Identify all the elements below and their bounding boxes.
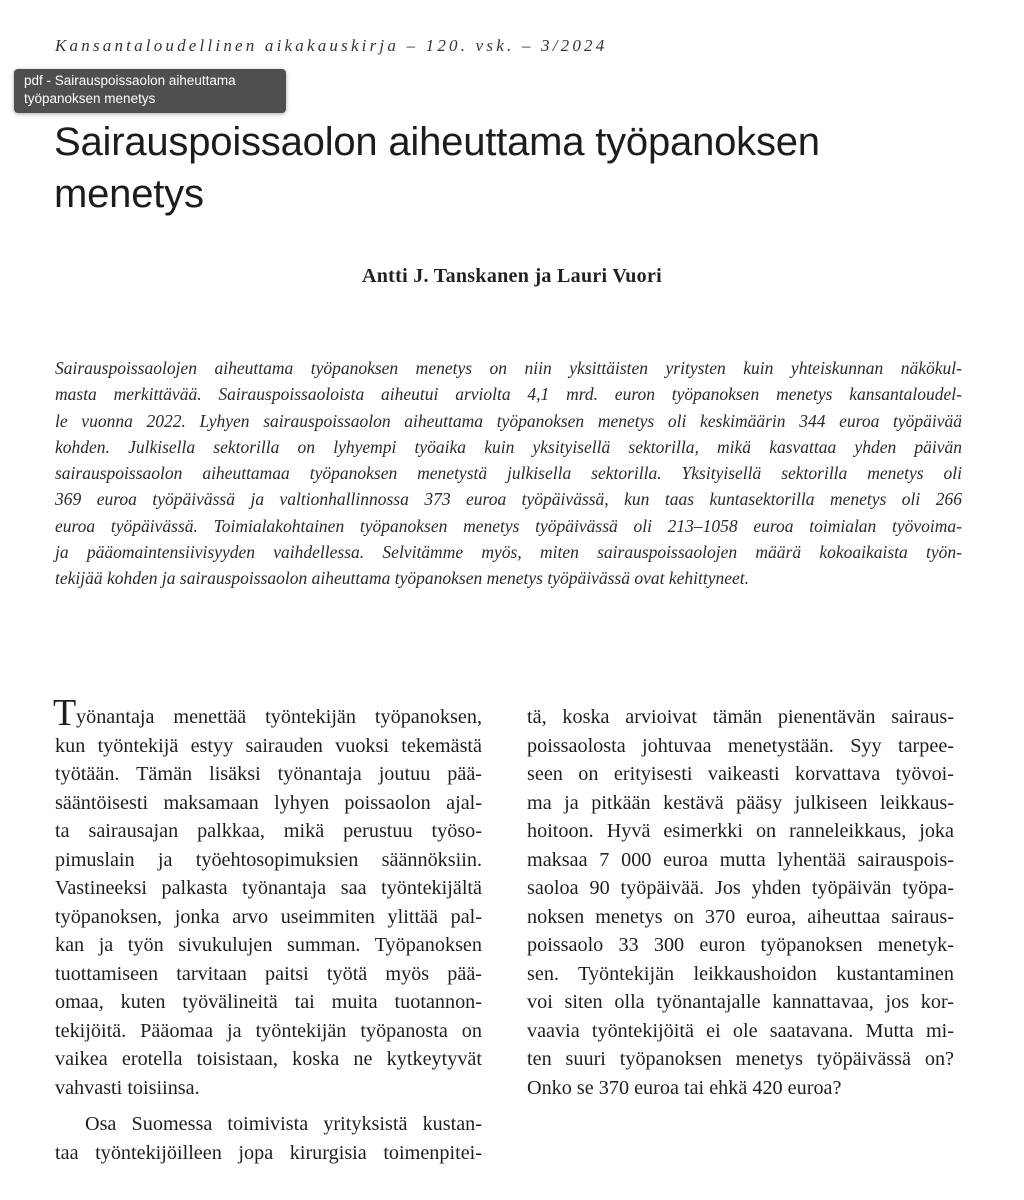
- body-line: sääntöisesti maksamaan lyhyen poissaolon ajal-: [55, 791, 482, 814]
- abstract-line: tekijää kohden ja sairauspoissaolon aiheuttama työpanoksen menetys työpäivässä ovat kehittyneet.: [55, 568, 750, 589]
- journal-header: Kansantaloudellinen aikakauskirja – 120. vsk. – 3/2024: [55, 36, 608, 55]
- body-line: kan ja työn sivukulujen summan. Työpanoksen: [55, 934, 482, 956]
- article-title: [54, 116, 934, 220]
- body-line: hoitoon. Hyvä esimerkki on ranneleikkaus, joka: [527, 820, 954, 842]
- drop-cap: T: [53, 692, 77, 734]
- body-line: seen on erityisesti vaikeasti korvattava työvoi-: [527, 763, 954, 785]
- tooltip-line: työpanoksen menetys: [24, 91, 156, 106]
- article-authors: Antti J. Tanskanen ja Lauri Vuori: [362, 265, 662, 287]
- body-line: omaa, kuten työvälineitä tai muita tuotannon-: [55, 991, 482, 1013]
- abstract-line: sairauspoissaolon aiheuttamaa työpanoksen menetystä julkisella sektorilla. Yksityisellä sektorilla menetys oli: [55, 463, 962, 484]
- body-line: ten suuri työpanoksen menetys työpäivässä on?: [527, 1048, 954, 1070]
- body-line: poissaolo 33 300 euron työpanoksen menetyk-: [527, 934, 954, 956]
- body-line: työpanoksen, jonka arvo useimmiten ylittää pal-: [55, 905, 482, 928]
- body-line: sen. Työntekijän leikkaushoidon kustantaminen: [527, 962, 954, 985]
- body-line: voi siten olla työnantajalle kannattavaa, jos kor-: [527, 991, 954, 1013]
- body-line: tuottamiseen tarvitaan paitsi työtä myös pää-: [55, 962, 482, 985]
- body-line: vahvasti toisiinsa.: [55, 1076, 200, 1099]
- title-line: Sairauspoissaolon aiheuttama työpanoksen: [54, 120, 820, 164]
- abstract-line: kohden. Julkisella sektorilla on lyhyempi työaika kuin yksityisellä sektorilla, mikä kasvattaa yhden päivän: [55, 436, 962, 457]
- body-line: tä, koska arvioivat tämän pienentävän sairaus-: [527, 706, 954, 728]
- body-line: saoloa 90 työpäivää. Jos yhden työpäivän työpa-: [527, 877, 954, 899]
- title-line: menetys: [54, 172, 204, 216]
- abstract: [55, 355, 962, 592]
- body-line: noksen menetys on 370 euroa, aiheuttaa sairaus-: [527, 905, 954, 928]
- body-line: vaavia työntekijöitä ei ole saatavana. Mutta mi-: [527, 1019, 954, 1042]
- body-line: poissaolosta johtuvaa menetystään. Syy tarpee-: [527, 734, 954, 757]
- body-line: Osa Suomessa toimivista yrityksistä kustan-: [85, 1113, 482, 1135]
- abstract-line: 369 euroa työpäivässä ja valtionhallinnossa 373 euroa työpäivässä, kun taas kuntasektorilla menetys oli 266: [55, 489, 962, 510]
- body-line: maksaa 7 000 euroa mutta lyhentää sairauspois-: [527, 848, 954, 871]
- body-line: työtään. Tämän lisäksi työnantaja joutuu pää-: [55, 763, 482, 785]
- abstract-line: ja pääomaintensiivisyyden vaihdellessa. Selvitämme myös, miten sairauspoissaolojen määrä kokoaikaista työn-: [55, 542, 962, 563]
- body-line: yönantaja menettää työntekijän työpanoksen,: [76, 706, 482, 728]
- body-line: Vastineeksi palkasta työnantaja saa työntekijältä: [55, 877, 482, 899]
- tooltip-line: pdf - Sairauspoissaolon aiheuttama: [24, 73, 236, 88]
- body-line: vaikea erotella toisistaan, koska ne kytkeytyvät: [55, 1048, 482, 1070]
- body-line: tekijöitä. Pääomaa ja työntekijän työpanosta on: [55, 1019, 482, 1042]
- abstract-line: le vuonna 2022. Lyhyen sairauspoissaolon aiheuttama työpanoksen menetys oli keskimäärin 344 euroa työpäivää: [55, 410, 962, 431]
- abstract-line: Sairauspoissaolojen aiheuttama työpanoksen menetys on niin yksittäisten yritysten kuin yhteiskunnan näkökul-: [55, 358, 962, 378]
- pdf-tooltip: [14, 69, 286, 113]
- body-line: kun työntekijä estyy sairauden vuoksi tekemästä: [55, 734, 482, 757]
- abstract-line: euroa työpäivässä. Toimialakohtainen työpanoksen menetys työpäivässä oli 213–1058 euroa toimialan työvoima-: [55, 515, 962, 536]
- abstract-line: masta merkittävää. Sairauspoissaoloista aiheutui arviolta 4,1 mrd. euron työpanoksen menetys kansantaloudel-: [55, 384, 962, 405]
- body-line: Onko se 370 euroa tai ehkä 420 euroa?: [527, 1076, 842, 1099]
- body-column-right: [527, 703, 954, 1102]
- body-column-left: [55, 703, 482, 1167]
- body-line: taa työntekijöilleen jopa kirurgisia toimenpitei-: [55, 1141, 482, 1164]
- body-line: pimuslain ja työehtosopimuksien säännöksiin.: [55, 848, 482, 871]
- body-line: ma ja pitkään kestävä pääsy julkiseen leikkaus-: [527, 791, 954, 814]
- body-line: ta sairausajan palkkaa, mikä perustuu työso-: [55, 820, 482, 842]
